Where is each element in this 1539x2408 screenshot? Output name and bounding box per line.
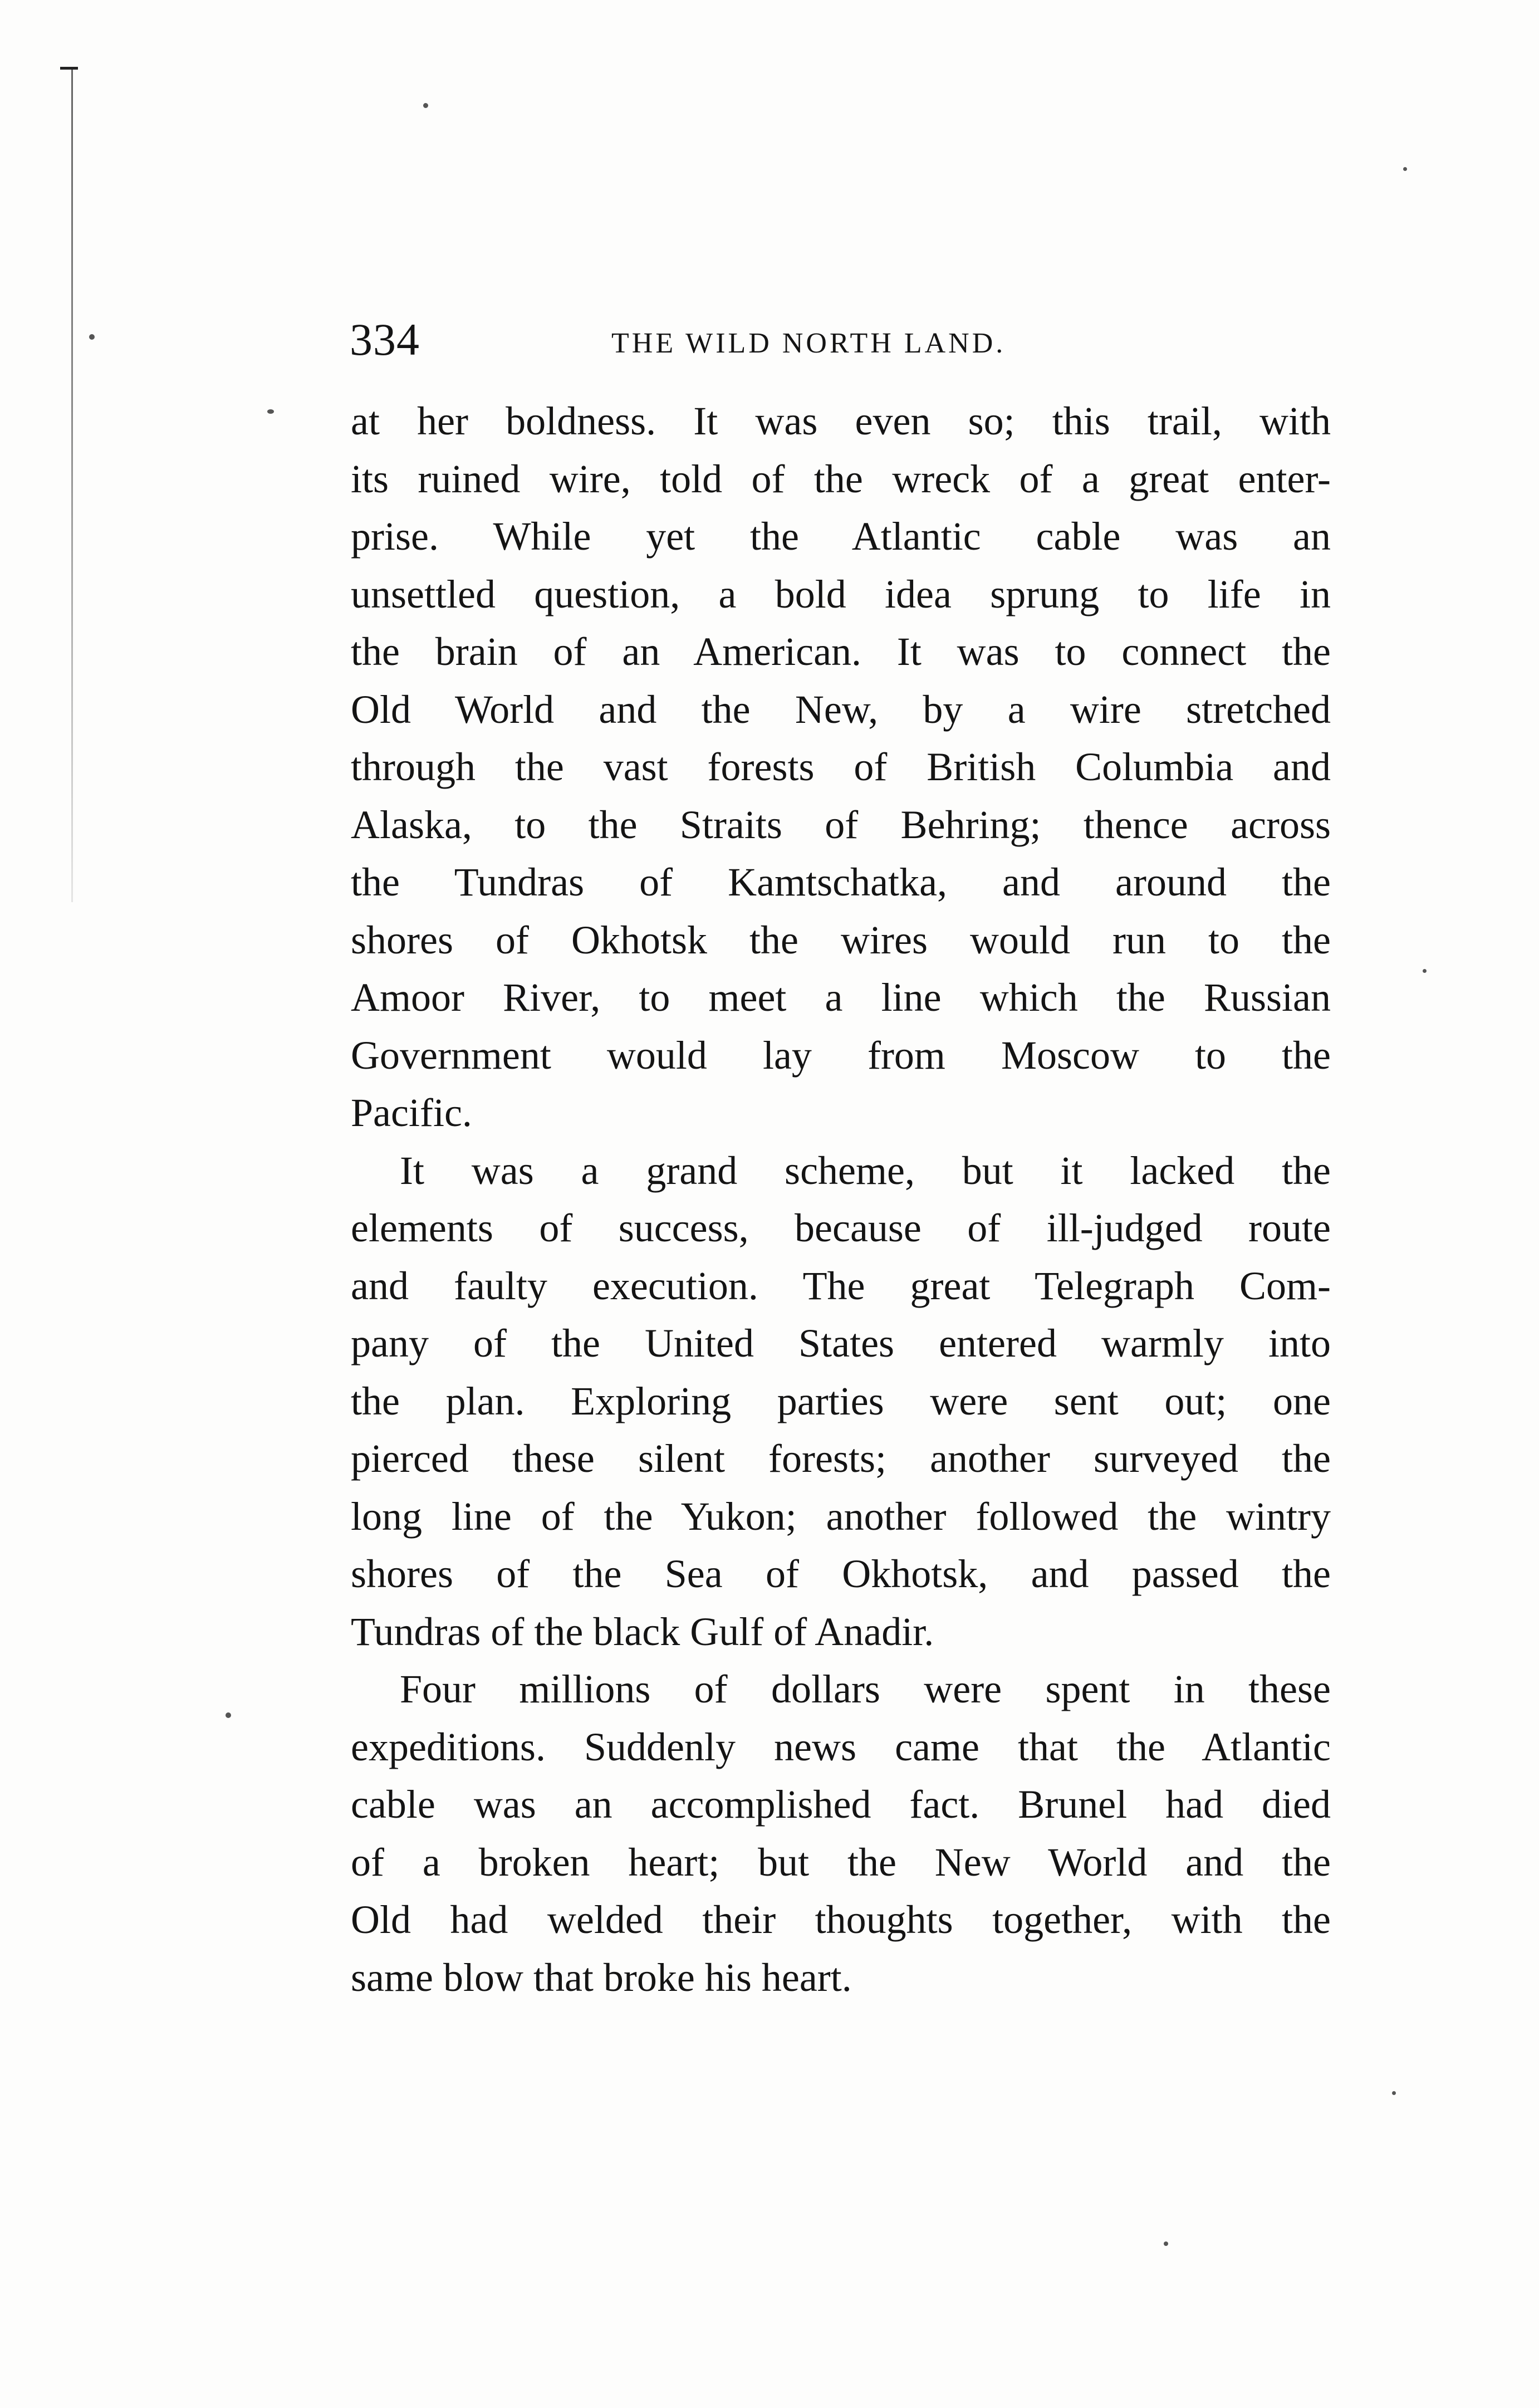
print-speck [1403, 167, 1407, 171]
text-line: prise. While yet the Atlantic cable was an [351, 514, 1331, 559]
text-line: expeditions. Suddenly news came that the Atlantic [351, 1724, 1331, 1769]
paragraph [351, 393, 1331, 1142]
text-line: shores of Okhotsk the wires would run to the [351, 917, 1331, 962]
page-number: 334 [350, 314, 420, 365]
print-speck [89, 334, 95, 340]
text-line: the plan. Exploring parties were sent out; one [351, 1378, 1331, 1423]
running-title: THE WILD NORTH LAND. [611, 327, 1006, 359]
text-line: It was a grand scheme, but it lacked the [400, 1148, 1331, 1193]
text-line: long line of the Yukon; another followed the wintry [351, 1494, 1331, 1539]
gutter-shadow-line [71, 67, 73, 902]
page-header [350, 309, 1330, 370]
text-line: its ruined wire, told of the wreck of a great enter- [351, 456, 1331, 501]
text-line: Pacific. [351, 1090, 472, 1135]
text-line: Amoor River, to meet a line which the Russian [351, 975, 1331, 1020]
text-line: same blow that broke his heart. [351, 1955, 852, 2000]
text-line: unsettled question, a bold idea sprung to life in [351, 571, 1331, 616]
text-line: Alaska, to the Straits of Behring; thence across [351, 802, 1331, 847]
paragraph [351, 1661, 1331, 2006]
text-line: the Tundras of Kamtschatka, and around the [351, 860, 1331, 904]
body-text [351, 393, 1331, 2006]
text-line: through the vast forests of British Columbia and [351, 745, 1331, 789]
print-speck [267, 409, 274, 414]
text-line: Old World and the New, by a wire stretched [351, 687, 1331, 732]
paragraph [351, 1142, 1331, 1661]
print-speck [226, 1712, 231, 1718]
text-line: pierced these silent forests; another surveyed the [351, 1436, 1331, 1481]
text-line: shores of the Sea of Okhotsk, and passed the [351, 1552, 1331, 1596]
text-line: Four millions of dollars were spent in these [400, 1667, 1331, 1711]
text-line: Government would lay from Moscow to the [351, 1032, 1331, 1078]
print-speck [1164, 2241, 1168, 2246]
gutter-mark [60, 67, 78, 70]
text-line: the brain of an American. It was to connect the [351, 629, 1331, 674]
print-speck [1392, 2091, 1396, 2095]
print-speck [1423, 969, 1427, 973]
text-line: of a broken heart; but the New World and the [351, 1839, 1331, 1885]
text-line: pany of the United States entered warmly into [351, 1321, 1331, 1365]
text-line: Old had welded their thoughts together, with the [351, 1897, 1331, 1942]
text-line: elements of success, because of ill-judged route [351, 1206, 1331, 1250]
text-line: at her boldness. It was even so; this trail, with [351, 399, 1331, 443]
print-speck [423, 103, 428, 108]
text-line: cable was an accomplished fact. Brunel had died [351, 1782, 1331, 1827]
text-line: and faulty execution. The great Telegraph Com- [351, 1263, 1331, 1308]
text-line: Tundras of the black Gulf of Anadir. [351, 1609, 934, 1654]
